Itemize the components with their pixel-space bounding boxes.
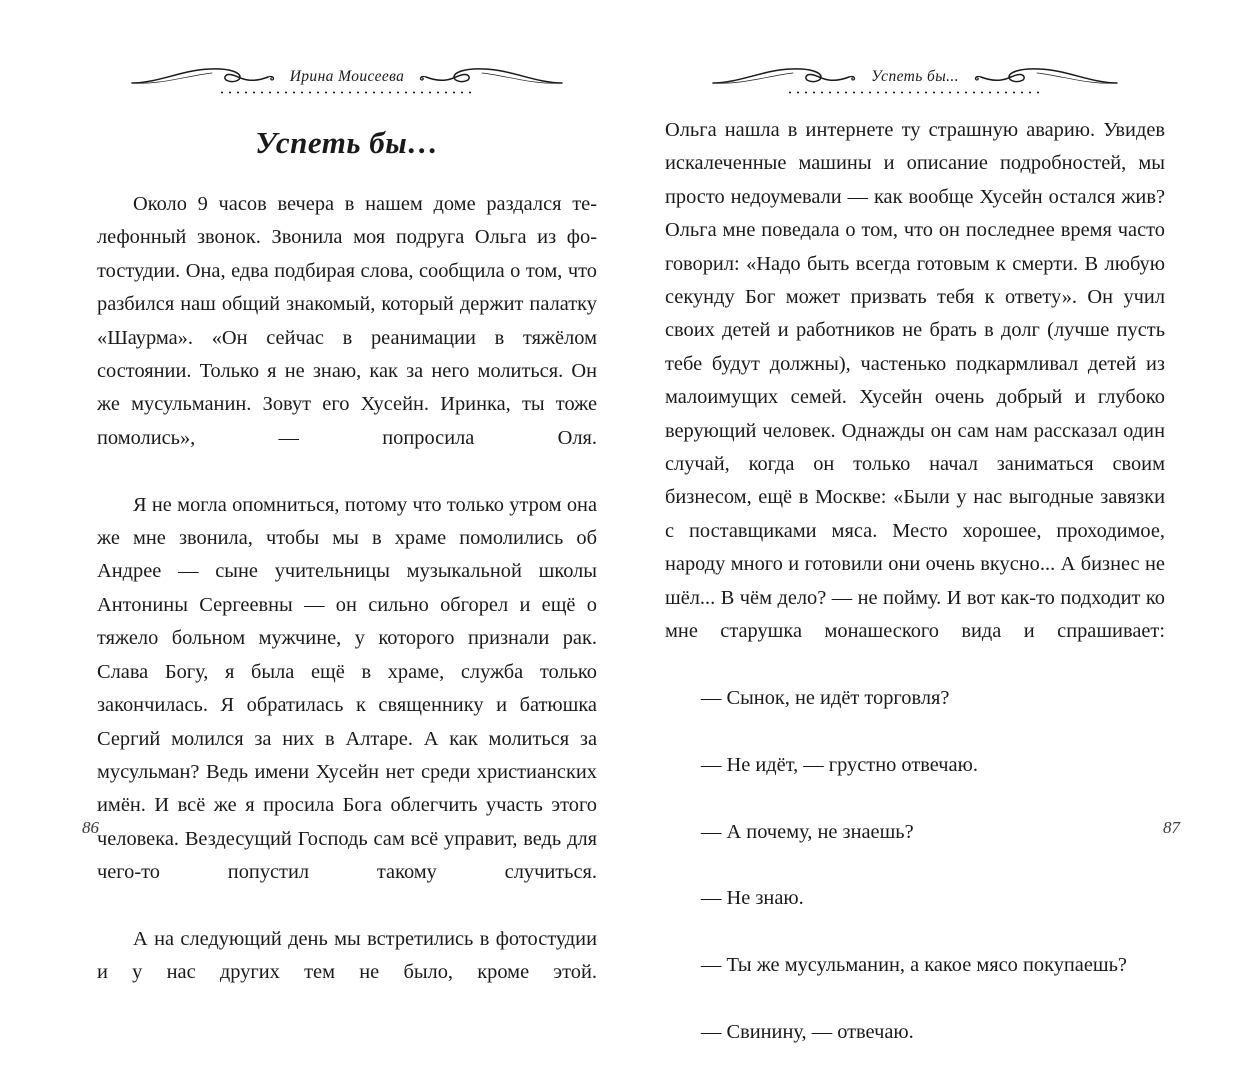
flourish-ornament-right — [414, 64, 564, 90]
dialogue-line: — Не идёт, — грустно отвечаю. — [701, 753, 978, 776]
paragraph: Ольга нашла в интернете ту страшную аварию. Увидев искалеченные машины и описание подробностей, мы просто недоумевали — как вообще Хусейн остался жив? Ольга мне поведала о том, что он последнее время часто говорил: «Надо быть всегда готовым к смерти. В любую секунду Бог может призвать тебя к ответу». Он учил своих детей и работников не брать в долг (лучше пусть тебе будут должны), частенько подкармливал детей из малоимущих семей. Хусейн очень добрый и глубоко верующий человек. Однажды он сам нам рассказал один случай, когда он только начал заниматься своим бизнесом, ещё в Москве: «Были у нас выгодные завязки с поставщиками мяса. Место хорошее, проходимое, народу много и готовили они очень вкусно... А бизнес не шёл... В чём дело? — не пойму. И вот как-то подходит ко мне старушка монашеского вида и спрашивает: — [665, 119, 1165, 643]
flourish-ornament-right — [969, 64, 1119, 90]
body-text-left — [97, 188, 597, 1023]
paragraph: Я не могла опомниться, потому что только утром она же мне звонила, чтобы мы в храме помолились об Андрее — сыне учительницы музыкальной школы Антонины Сергеевны — он сильно обгорел и ещё о тяжело больном мужчине, у которого признали рак. Слава Богу, я была ещё в храме, служба только закончилась. Я обратилась к священнику и батюшка Сергий молился за них в Алтаре. А как молиться за мусульман? Ведь имени Хусейн нет среди христианских имён. И всё же я просила Бога облегчить участь этого человека. Вездесущий Господь сам всё управит, ведь для чего-то попустил такому случиться. — [97, 493, 597, 884]
page-number-left: 86 — [82, 818, 99, 837]
page-right — [630, 0, 1260, 1043]
paragraph: А на следующий день мы встретились в фотостудии и у нас других тем не было, кроме этой. — [97, 927, 597, 984]
running-head-text: Ирина Моисеева — [289, 68, 405, 86]
chapter-title: Успеть бы… — [255, 125, 439, 160]
paragraph: Около 9 часов вечера в нашем доме раздался телефонный звонок. Звонила моя подруга Ольга из фотостудии. Она, едва подбирая слова, сообщила о том, что разбился наш общий знакомый, который держит палатку «Шаурма». «Он сейчас в реанимации в тяжёлом состоянии. Только я не знаю, как за него молиться. Он же мусульманин. Зовут его Хусейн. Иринка, ты тоже помолись», — попросила Оля. — [97, 193, 597, 449]
running-head-text: Успеть бы... — [871, 68, 959, 86]
dialogue-line: — Не знаю. — [701, 887, 804, 910]
flourish-ornament-left — [711, 64, 861, 90]
flourish-ornament-left — [130, 64, 280, 90]
running-head-left — [97, 62, 597, 114]
dialogue-line: — Ты же мусульманин, а какое мясо покупаешь? — [701, 954, 1127, 977]
running-head-right — [665, 62, 1165, 114]
dialogue-line: — Сынок, не идёт торговля? — [701, 686, 950, 709]
dialogue-line: — А почему, не знаешь? — [701, 820, 914, 843]
dotted-rule — [218, 90, 476, 95]
page-left — [0, 0, 630, 984]
dotted-rule — [786, 90, 1044, 95]
dialogue-line: — Свинину, — отвечаю. — [701, 1020, 914, 1043]
page-number-right: 87 — [1163, 818, 1180, 837]
body-text-right — [665, 114, 1165, 1083]
